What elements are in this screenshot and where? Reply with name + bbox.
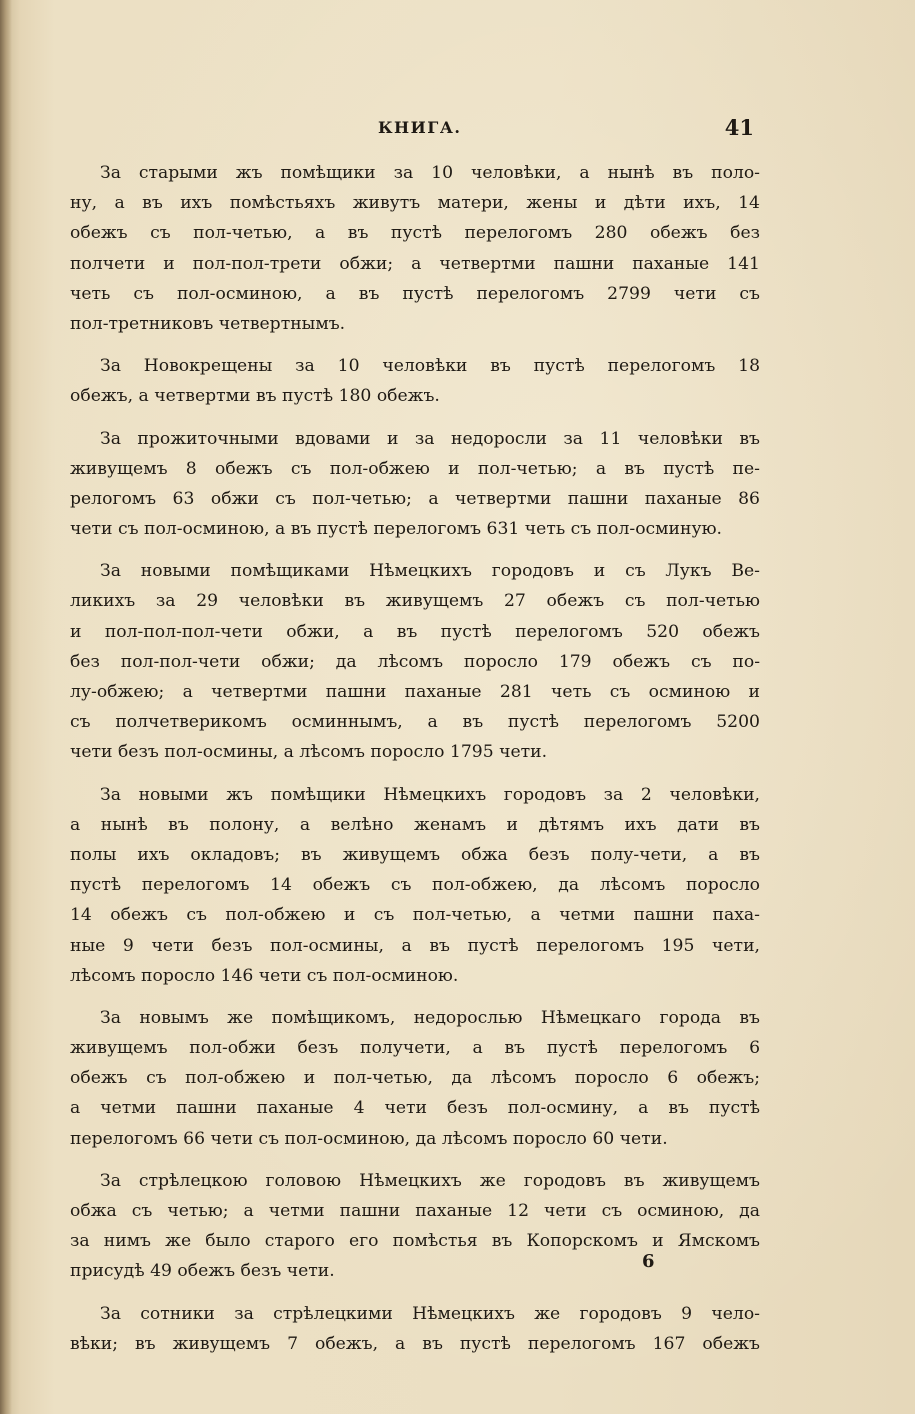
text-line: за нимъ же было старого его помѣстья въ Копорскомъ и Ямскомъ (70, 1231, 760, 1252)
text-line: вѣки; въ живущемъ 7 обежъ, а въ пустѣ перелогомъ 167 обежъ (70, 1333, 760, 1354)
text-line: 14 обежъ съ пол-обжею и съ пол-четью, а четми пашни паха- (70, 905, 760, 926)
text-line: съ полчетверикомъ осминнымъ, а въ пустѣ перелогомъ 5200 (70, 712, 760, 733)
paragraph (70, 1003, 760, 1154)
text-line: За сотники за стрѣлецкими Нѣмецкихъ же городовъ 9 чело- (100, 1303, 760, 1324)
text-line: ликихъ за 29 человѣки въ живущемъ 27 обежъ съ пол-четью (70, 591, 760, 612)
paragraph (70, 1166, 760, 1287)
text-line: без пол-пол-чети обжи; да лѣсомъ поросло 179 обежъ съ по- (70, 651, 760, 672)
text-line: обежъ, а четвертми въ пустѣ 180 обежъ. (70, 386, 440, 407)
binding-edge (0, 0, 12, 1414)
text-line: За стрѣлецкою головою Нѣмецкихъ же городовъ въ живущемъ (100, 1170, 760, 1191)
text-line: полчети и пол-пол-трети обжи; а четвертми пашни паханые 141 (70, 253, 760, 274)
text-line: обжа съ четью; а четми пашни паханые 12 чети съ осминою, да (70, 1201, 760, 1221)
text-line: За Новокрещены за 10 человѣки въ пустѣ перелогомъ 18 (100, 356, 760, 377)
text-line: перелогомъ 66 чети съ пол-осминою, да лѣсомъ поросло 60 чети. (70, 1128, 668, 1149)
paragraph (70, 158, 760, 339)
paragraph (70, 1299, 760, 1359)
text-line: ные 9 чети безъ пол-осмины, а въ пустѣ перелогомъ 195 чети, (70, 935, 760, 956)
paragraph (70, 351, 760, 411)
running-head (96, 115, 754, 142)
text-line: четь съ пол-осминою, а въ пустѣ перелогомъ 2799 чети съ (70, 283, 760, 304)
text-line: а нынѣ въ полону, а велѣно женамъ и дѣтямъ ихъ дати въ (70, 814, 760, 835)
running-title: КНИГА. (378, 118, 462, 137)
text-line: и пол-пол-пол-чети обжи, а въ пустѣ перелогомъ 520 обежъ (70, 621, 760, 642)
text-line: а четми пашни паханые 4 чети безъ пол-осмину, а въ пустѣ (70, 1098, 760, 1119)
text-line: живущемъ 8 обежъ съ пол-обжею и пол-четью; а въ пустѣ пе- (70, 458, 760, 479)
text-line: ну, а въ ихъ помѣстьяхъ живутъ матери, жены и дѣти ихъ, 14 (70, 193, 760, 214)
text-line: полы ихъ окладовъ; въ живущемъ обжа безъ полу-чети, а въ (70, 844, 760, 865)
text-line: За прожиточными вдовами и за недоросли за 11 человѣки въ (100, 428, 760, 449)
signature-mark: 6 (642, 1251, 655, 1272)
text-line: За новыми помѣщиками Нѣмецкихъ городовъ и съ Лукъ Ве- (100, 561, 760, 582)
page-number: 41 (724, 115, 754, 140)
text-line: чети безъ пол-осмины, а лѣсомъ поросло 1795 чети. (70, 742, 548, 763)
text-line: обежъ съ пол-четью, а въ пустѣ перелогомъ 280 обежъ без (70, 223, 760, 244)
paragraph (70, 780, 760, 991)
text-line: обежъ съ пол-обжею и пол-четью, да лѣсомъ поросло 6 обежъ; (70, 1068, 760, 1089)
body-text (70, 158, 760, 1371)
text-line: лѣсомъ поросло 146 чети съ пол-осминою. (70, 965, 459, 986)
text-line: За новыми жъ помѣщики Нѣмецкихъ городовъ за 2 человѣки, (100, 784, 760, 805)
text-line: релогомъ 63 обжи съ пол-четью; а четвертми пашни паханые 86 (70, 488, 760, 509)
text-line: пустѣ перелогомъ 14 обежъ съ пол-обжею, да лѣсомъ поросло (70, 875, 760, 896)
paragraph (70, 424, 760, 545)
text-line: живущемъ пол-обжи безъ получети, а въ пустѣ перелогомъ 6 (70, 1038, 760, 1059)
text-line: лу-обжею; а четвертми пашни паханые 281 четь съ осминою и (70, 682, 760, 702)
text-line: За новымъ же помѣщикомъ, недорослью Нѣмецкаго города въ (100, 1007, 760, 1028)
text-line: пол-третниковъ четвертнымъ. (70, 313, 346, 334)
text-line: присудѣ 49 обежъ безъ чети. (70, 1261, 335, 1282)
paragraph (70, 556, 760, 767)
text-line: чети съ пол-осминою, а въ пустѣ перелогомъ 631 четь съ пол-осминую. (70, 519, 722, 540)
text-line: За старыми жъ помѣщики за 10 человѣки, а нынѣ въ поло- (100, 163, 760, 183)
